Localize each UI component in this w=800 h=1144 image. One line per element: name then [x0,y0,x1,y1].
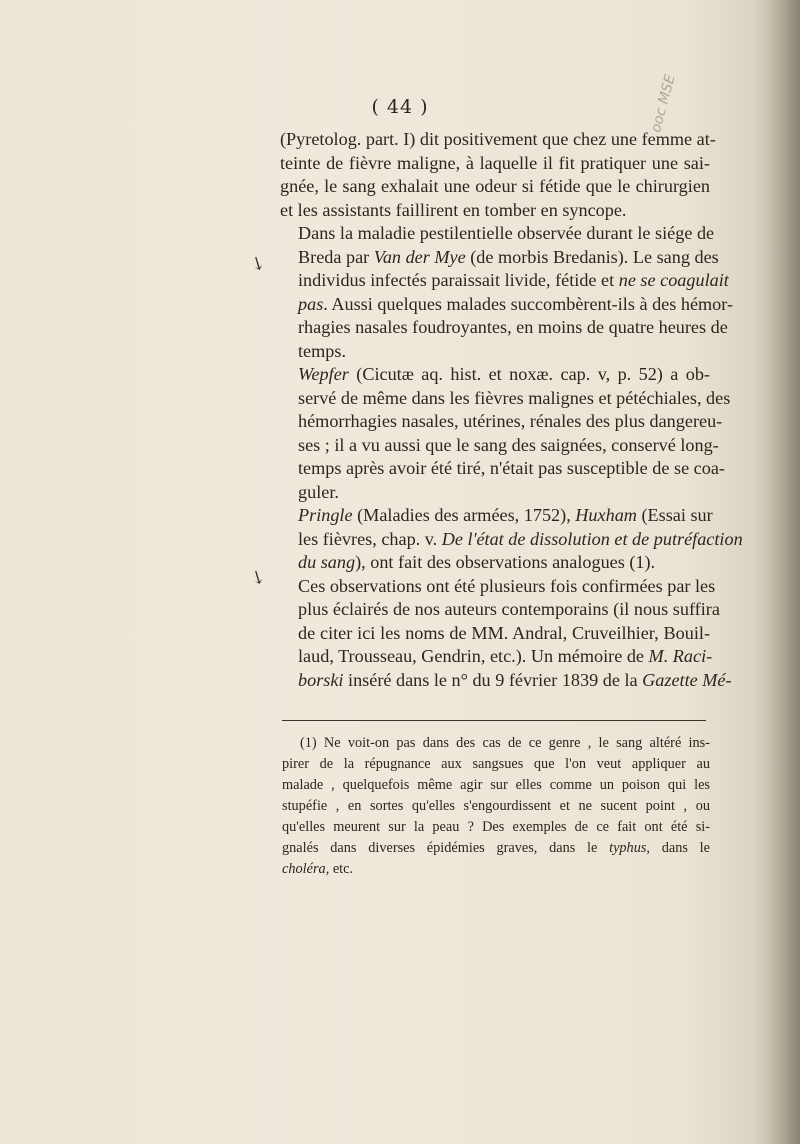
footnote-line: (1) Ne voit-on pas dans des cas de ce genre , le sang altéré ins- [300,735,710,751]
paragraph [280,363,731,504]
page-number: ( 44 ) [371,96,429,118]
paragraph [280,575,732,693]
italic-text: Huxham [575,505,637,525]
text-line: borski inséré dans le n° du 9 février 1839 de la Gazette Mé- [298,669,732,690]
italic-text: du sang [298,552,356,572]
text-line: guler. [298,481,339,502]
footnote-rule [282,720,706,721]
italic-text: Gazette Mé- [642,669,732,690]
footnote-line: qu'elles meurent sur la peau ? Des exemples de ce fait ont été si- [282,819,710,835]
text-line: (Pyretolog. part. I) dit positivement que chez une femme at- [280,129,716,149]
text-line: de citer ici les noms de MM. Andral, Cruveilhier, Bouil- [298,622,710,643]
footnote-line: gnalés dans diverses épidémies graves, dans le typhus, dans le [282,840,710,856]
text-line: Ces observations ont été plusieurs fois confirmées par les [298,575,716,596]
italic-text: Pringle [298,505,353,525]
italic-text: Van der Mye [373,246,466,267]
text-line: Dans la maladie pestilentielle observée durant le siége de [298,223,715,243]
italic-text: typhus [609,840,647,856]
text-line: gnée, le sang exhalait une odeur si fétide que le chirurgien [280,176,710,196]
text-line: du sang), ont fait des observations analogues (1). [298,552,656,572]
text-line: temps. [298,340,346,361]
italic-text: ne se coagulait [618,270,729,290]
text-line: hémorrhagies nasales, utérines, rénales des plus dangereu- [298,411,723,431]
main-text [280,128,743,692]
text-line: et les assistants faillirent en tomber en syncope. [280,199,627,220]
text-line: rhagies nasales foudroyantes, en moins de quatre heures de [298,317,728,337]
text-line: servé de même dans les fièvres malignes et pétéchiales, des [298,387,731,408]
italic-text: Wepfer [298,364,349,384]
italic-text: De l'état de dissolution et de putréfaction [441,528,743,549]
text-line: ses ; il a vu aussi que le sang des saignées, conservé long- [298,434,719,455]
text-line: pas. Aussi quelques malades succombèrent-ils à des hémor- [298,293,734,314]
italic-text: choléra [282,861,326,877]
italic-text: M. Raci- [648,646,713,666]
text-line: individus infectés paraissait livide, fétide et ne se coagulait [298,270,729,290]
italic-text: borski [298,669,344,690]
text-line: teinte de fièvre maligne, à laquelle il fit pratiquer une sai- [280,152,710,173]
footnote-line: stupéfie , en sortes qu'elles s'engourdissent et ne sucent point , ou [282,798,710,814]
margin-mark-icon: ↘ [245,250,270,277]
text-line: Pringle (Maladies des armées, 1752), Huxham (Essai sur [298,505,713,525]
paragraph [280,222,734,363]
text-line: laud, Trousseau, Gendrin, etc.). Un mémoire de M. Raci- [298,646,713,666]
pencil-annotation: ooc MSE [648,72,679,135]
italic-text: pas [298,293,324,314]
margin-mark-icon: ↘ [245,564,270,591]
paragraph [280,504,743,575]
text-line: temps après avoir été tiré, n'était pas susceptible de se coa- [298,458,725,478]
footnote-line: pirer de la répugnance aux sangsues que l'on veut appliquer au [282,756,710,772]
binding-shadow [754,0,800,1144]
text-line: Breda par Van der Mye (de morbis Bredanis). Le sang des [298,246,719,267]
footnote [282,733,710,880]
paragraph [280,128,716,222]
text-line: plus éclairés de nos auteurs contemporains (il nous suffira [298,599,720,619]
text-line: les fièvres, chap. v. De l'état de dissolution et de putréfaction [298,528,743,549]
text-line: Wepfer (Cicutæ aq. hist. et noxæ. cap. v, p. 52) a ob- [298,364,710,384]
footnote-line: malade , quelquefois même agir sur elles comme un poison qui les [282,777,710,793]
footnote-line: choléra, etc. [282,861,354,877]
